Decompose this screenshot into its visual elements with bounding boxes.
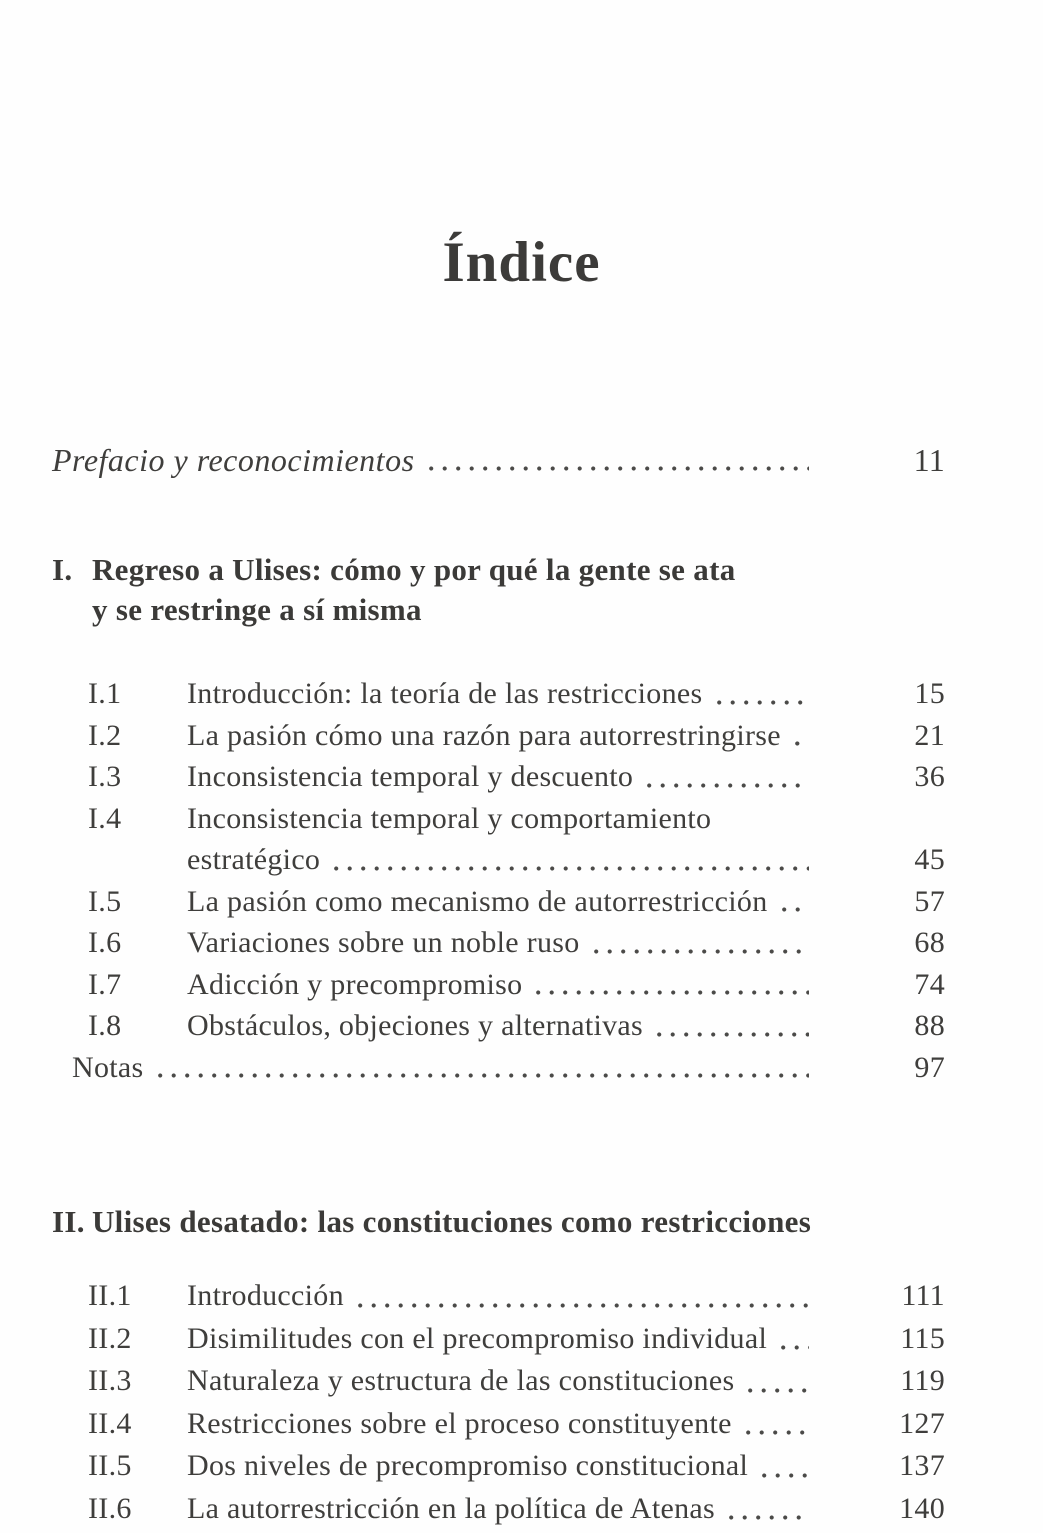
entry-label: Disimilitudes con el precompromiso individual xyxy=(187,1321,768,1355)
entry-number: I.6 xyxy=(88,926,122,960)
entry-label: Notas xyxy=(72,1050,144,1084)
entry-label: La pasión como mecanismo de autorrestricción xyxy=(187,884,768,918)
toc-entry xyxy=(52,922,945,964)
entry-number: I.5 xyxy=(88,884,122,918)
dot-leader xyxy=(594,949,809,954)
section-title xyxy=(92,550,736,630)
page-number: 88 xyxy=(914,1009,945,1043)
notes-entry xyxy=(52,1047,945,1089)
toc-entry xyxy=(52,715,945,757)
page-number xyxy=(871,798,945,840)
dot-leader xyxy=(657,1032,809,1037)
dot-leader xyxy=(334,866,809,871)
dot-leader xyxy=(358,1303,809,1308)
page-number: 11 xyxy=(913,442,945,479)
entry-label: estratégico xyxy=(187,843,321,877)
toc-entry-continuation xyxy=(52,839,945,881)
dot-leader xyxy=(782,907,809,912)
entry-number: II.6 xyxy=(88,1491,132,1525)
toc-entry xyxy=(52,1488,945,1531)
heading-line: y se restringe a sí misma xyxy=(92,592,422,628)
entry-number: I.2 xyxy=(88,718,122,752)
entry-label: Inconsistencia temporal y descuento xyxy=(187,760,634,794)
dot-leader xyxy=(781,1345,809,1350)
entry-label: Variaciones sobre un noble ruso xyxy=(187,926,580,960)
page-number: 15 xyxy=(914,677,945,711)
page-number: 57 xyxy=(914,884,945,918)
entry-number: II.5 xyxy=(88,1449,132,1483)
page-number: 45 xyxy=(914,843,945,877)
dot-leader xyxy=(429,466,809,471)
page-number: 74 xyxy=(914,967,945,1001)
page-number: 127 xyxy=(899,1406,945,1440)
heading-line: Ulises desatado: las constituciones como restricciones xyxy=(92,1204,812,1240)
section-number: II. xyxy=(52,1204,85,1240)
dot-leader xyxy=(746,1430,809,1435)
dot-leader xyxy=(158,1073,810,1078)
toc-entry xyxy=(52,673,945,715)
entry-number: II.4 xyxy=(88,1406,132,1440)
section-heading-1 xyxy=(52,550,945,630)
toc-entry xyxy=(52,1445,945,1488)
table-of-contents xyxy=(52,438,945,1530)
page-number: 68 xyxy=(914,926,945,960)
page-number: 21 xyxy=(914,718,945,752)
entry-label: Obstáculos, objeciones y alternativas xyxy=(187,1009,643,1043)
entry-number: I.7 xyxy=(88,967,122,1001)
toc-entry xyxy=(52,881,945,923)
page-number: 115 xyxy=(900,1321,945,1355)
entry-label: La pasión cómo una razón para autorrestringirse xyxy=(187,718,781,752)
preface-entry xyxy=(52,438,945,482)
toc-entry xyxy=(52,1360,945,1403)
entry-number: II.2 xyxy=(88,1321,132,1355)
page-number: 36 xyxy=(914,760,945,794)
dot-leader xyxy=(647,783,809,788)
page-number: 119 xyxy=(900,1364,945,1398)
entry-number xyxy=(88,839,187,881)
dot-leader xyxy=(536,990,809,995)
section-1-entries xyxy=(52,673,945,1088)
entry-number: I.3 xyxy=(88,760,122,794)
preface-label: Prefacio y reconocimientos xyxy=(52,442,415,479)
entry-number: I.4 xyxy=(88,801,122,835)
entry-label: Naturaleza y estructura de las constituciones xyxy=(187,1364,735,1398)
toc-entry xyxy=(52,964,945,1006)
entry-label: La autorrestricción en la política de Atenas xyxy=(187,1491,715,1525)
entry-label: Adicción y precompromiso xyxy=(187,967,523,1001)
entry-label: Dos niveles de precompromiso constitucional xyxy=(187,1449,749,1483)
toc-entry xyxy=(52,1005,945,1047)
page-number: 137 xyxy=(899,1449,945,1483)
dot-leader xyxy=(717,700,810,705)
section-number: I. xyxy=(52,552,73,588)
dot-leader xyxy=(762,1473,809,1478)
toc-entry xyxy=(52,756,945,798)
entry-number: I.8 xyxy=(88,1009,122,1043)
section-2-entries xyxy=(52,1275,945,1530)
entry-label: Introducción xyxy=(187,1279,344,1313)
entry-label: Introducción: la teoría de las restricciones xyxy=(187,677,703,711)
page-number: 97 xyxy=(914,1050,945,1084)
page-number: 111 xyxy=(901,1279,945,1313)
toc-entry xyxy=(52,1275,945,1318)
heading-line: Regreso a Ulises: cómo y por qué la gente se ata xyxy=(92,552,736,588)
page-title: Índice xyxy=(442,231,601,295)
entry-label: Inconsistencia temporal y comportamiento xyxy=(187,801,712,835)
dot-leader xyxy=(748,1388,809,1393)
entry-number: I.1 xyxy=(88,677,122,711)
toc-entry xyxy=(52,798,945,840)
page-number: 140 xyxy=(899,1491,945,1525)
section-title xyxy=(92,1202,811,1242)
entry-number: II.3 xyxy=(88,1364,132,1398)
toc-entry xyxy=(52,1318,945,1361)
toc-entry xyxy=(52,1403,945,1446)
section-heading-2 xyxy=(52,1202,945,1242)
entry-number: II.1 xyxy=(88,1279,132,1313)
dot-leader xyxy=(795,741,809,746)
dot-leader xyxy=(729,1515,809,1520)
entry-label: Restricciones sobre el proceso constituyente xyxy=(187,1406,732,1440)
